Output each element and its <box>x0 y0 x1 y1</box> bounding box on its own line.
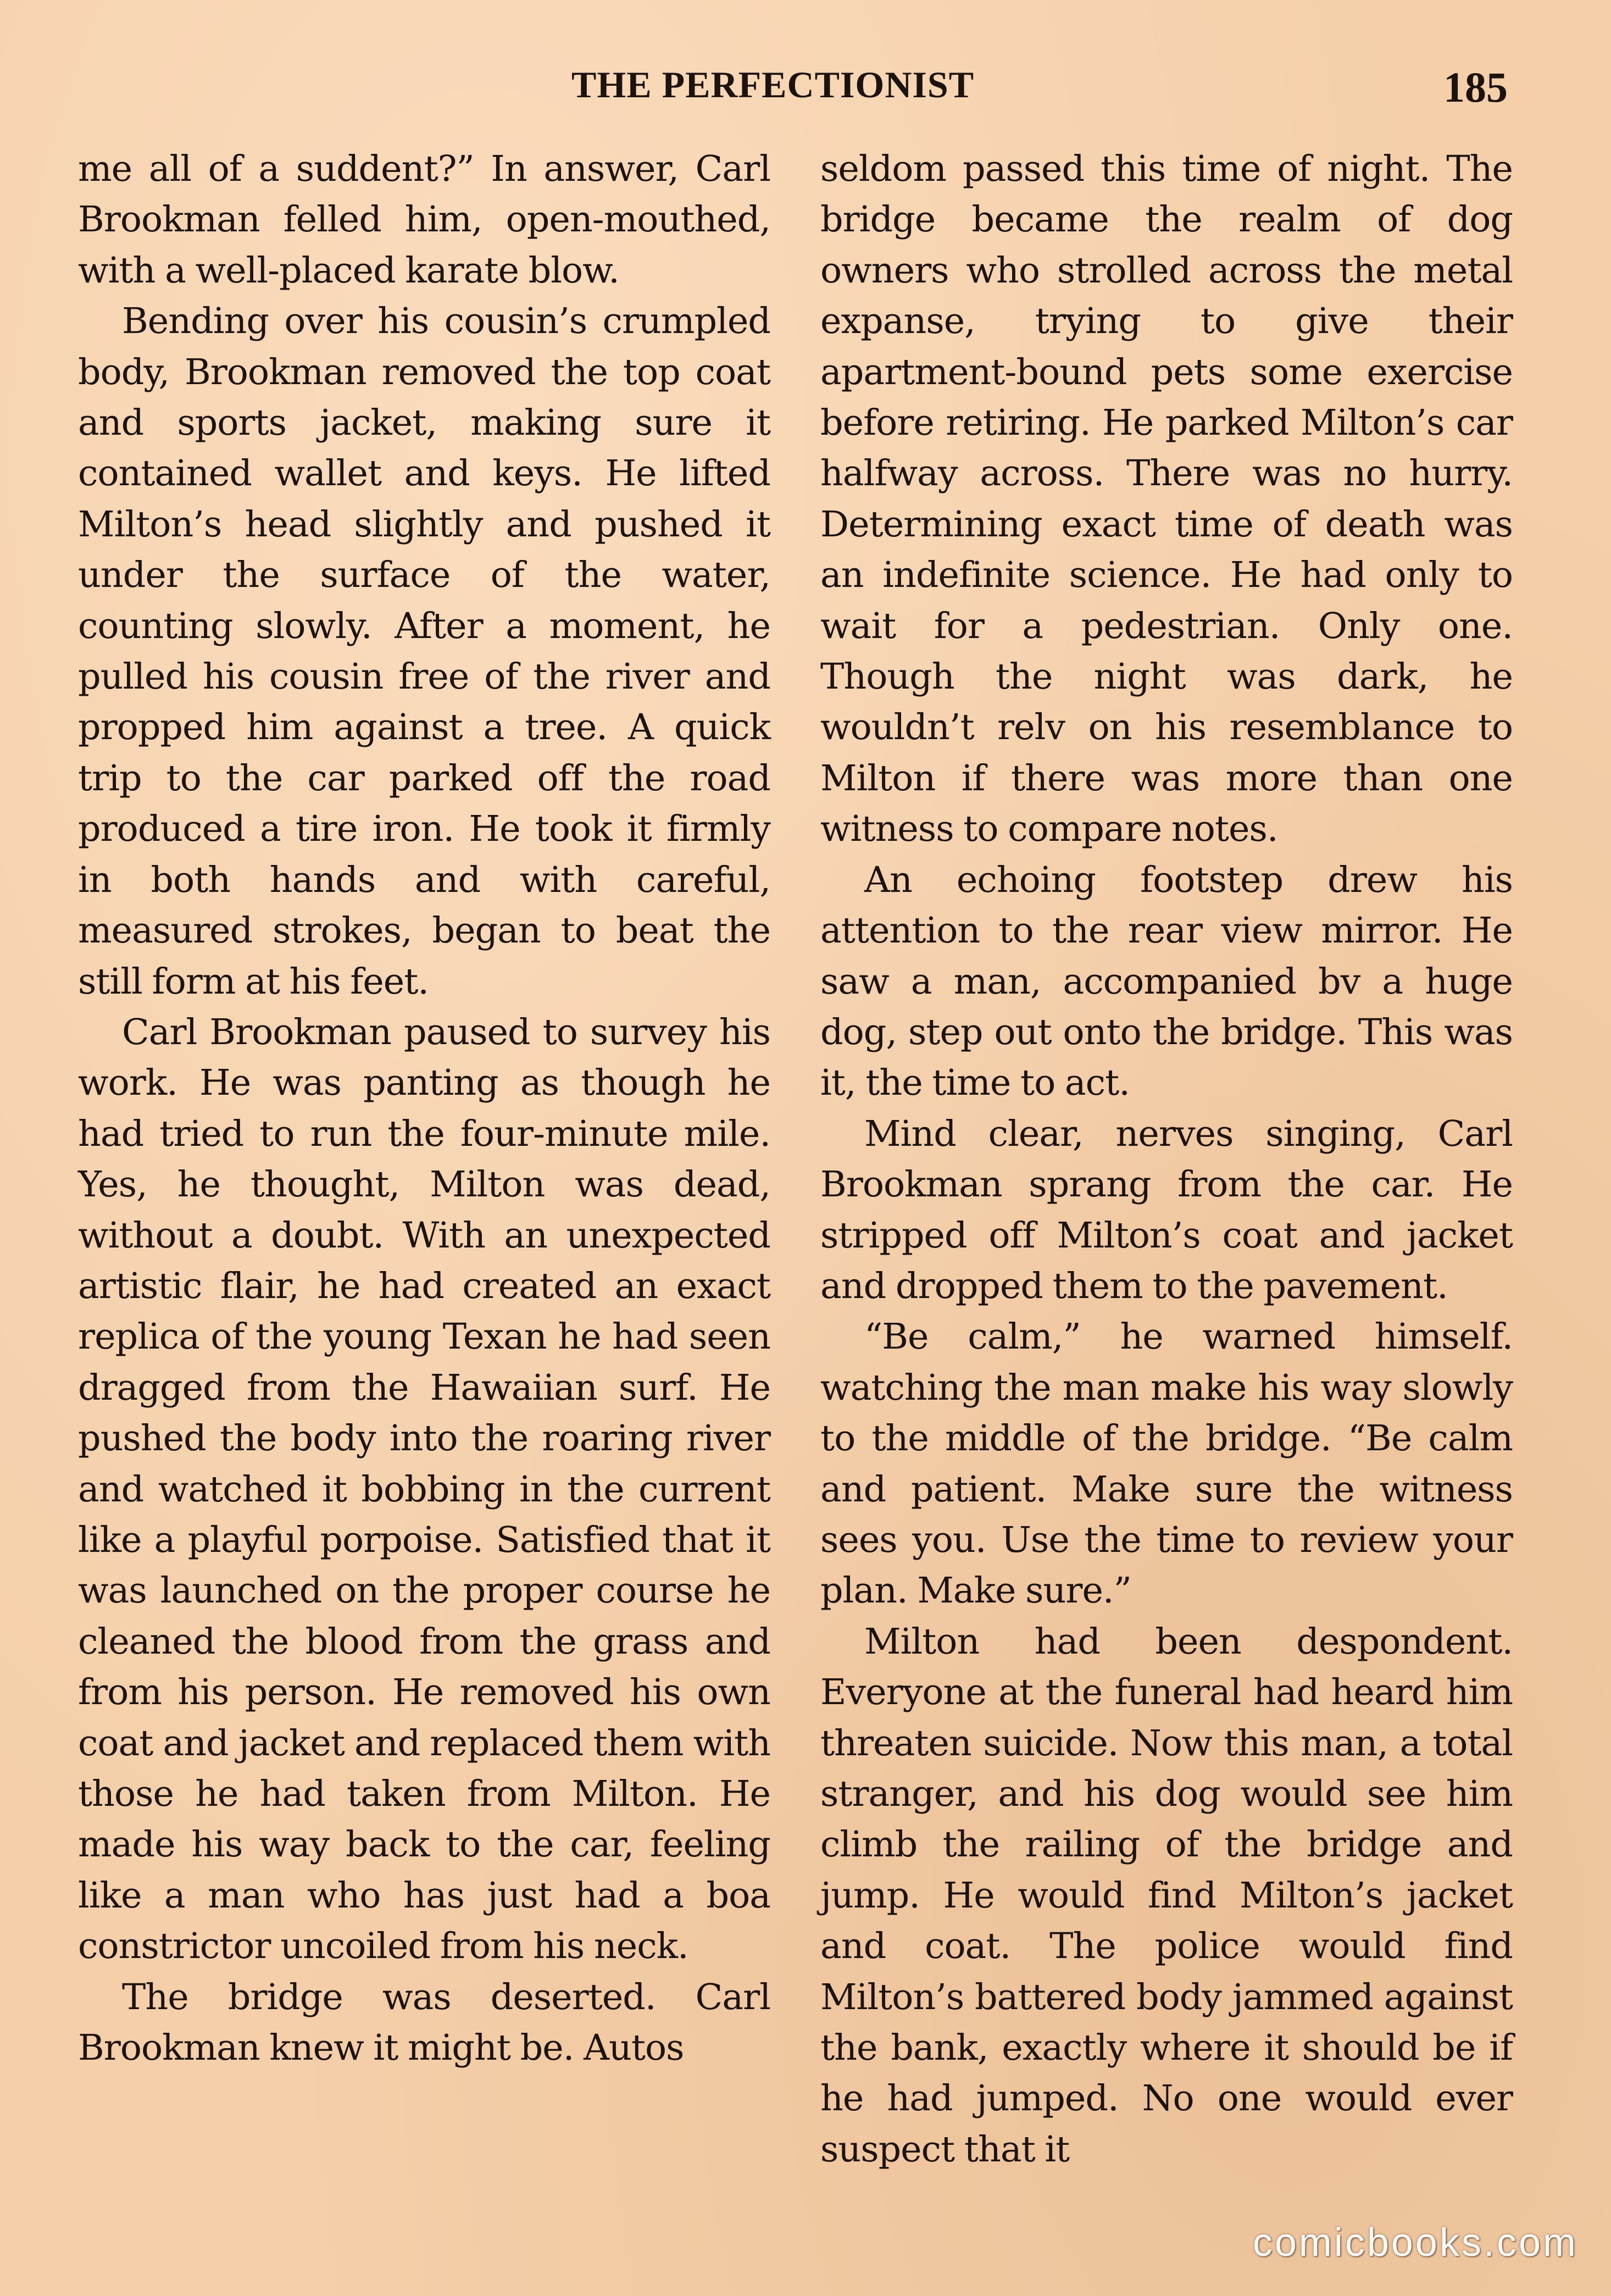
paragraph: An echoing footstep drew his attention to the rear view mirror. He saw a man, accompanied bv a huge dog, step out onto the bridge. This was it, the time to act. <box>820 859 1513 1104</box>
paragraph: Mind clear, nerves singing, Carl Brookman sprang from the car. He stripped off Milton’s coat and jacket and dropped them to the pavement. <box>820 1113 1513 1307</box>
paragraph: Milton had been despondent. Everyone at the funeral had heard him threaten suicide. Now this man, a total stranger, and his dog would see him climb the railing of the bridge and jump. He would find Milton’s jacket and coat. The police would find Milton’s battered body jammed against the bank, exactly where it should be if he had jumped. No one would ever suspect that it <box>820 1621 1513 2170</box>
left-column <box>78 144 770 2073</box>
paragraph: “Be calm,” he warned himself. watching the man make his way slowly to the middle of the bridge. “Be calm and patient. Make sure the witness sees you. Use the time to review your plan. Make sure.” <box>820 1316 1513 1612</box>
right-column <box>820 144 1513 2175</box>
paragraph: The bridge was deserted. Carl Brookman knew it might be. Autos <box>78 1976 770 2069</box>
paragraph: seldom passed this time of night. The bridge became the realm of dog owners who strolled across the metal expanse, trying to give their apartment-bound pets some exercise before retiring. He parked Milton’s car halfway across. There was no hurry. Determining exact time of death was an indefinite science. He had only to wait for a pedestrian. Only one. Though the night was dark, he wouldn’t relv on his resemblance to Milton if there was more than one witness to compare notes. <box>820 148 1513 850</box>
paragraph: Bending over his cousin’s crumpled body, Brookman removed the top coat and sports jacket, making sure it contained wallet and keys. He lifted Milton’s head slightly and pushed it under the surface of the water, counting slowly. After a moment, he pulled his cousin free of the river and propped him against a tree. A quick trip to the car parked off the road produced a tire iron. He took it firmly in both hands and with careful, measured strokes, began to beat the still form at his feet. <box>78 301 770 1002</box>
page-number: 185 <box>1443 63 1508 111</box>
paragraph: Carl Brookman paused to survey his work. He was panting as though he had tried to run the four-minute mile. Yes, he thought, Milton was dead, without a doubt. With an unexpected artistic flair, he had created an exact replica of the young Texan he had seen dragged from the Hawaiian surf. He pushed the body into the roaring river and watched it bobbing in the current like a playful porpoise. Satisfied that it was launched on the proper course he cleaned the blood from the grass and from his person. He removed his own coat and jacket and replaced them with those he had taken from Milton. He made his way back to the car, feeling like a man who has just had a boa constrictor uncoiled from his neck. <box>78 1011 770 1967</box>
watermark-text: comicbooks.com <box>1252 2221 1578 2265</box>
paragraph: me all of a suddent?” In answer, Carl Brookman felled him, open-mouthed, with a well-placed karate blow. <box>78 148 770 291</box>
running-title: THE PERFECTIONIST <box>571 64 975 106</box>
